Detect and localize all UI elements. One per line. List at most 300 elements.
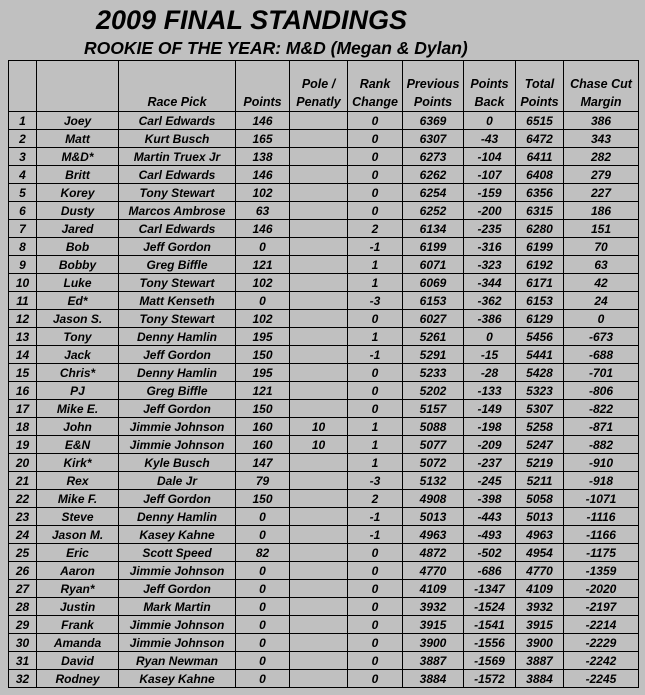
cell-points: 0 bbox=[236, 562, 290, 580]
table-row bbox=[9, 148, 639, 166]
cell-previous-points: 6071 bbox=[403, 256, 464, 274]
cell-rank-change: 1 bbox=[348, 328, 403, 346]
cell-points-back: -493 bbox=[464, 526, 516, 544]
cell-player-name: Rex bbox=[37, 472, 119, 490]
cell-previous-points: 3887 bbox=[403, 652, 464, 670]
cell-previous-points: 6273 bbox=[403, 148, 464, 166]
cell-points: 150 bbox=[236, 490, 290, 508]
cell-race-pick: Tony Stewart bbox=[119, 184, 236, 202]
table-row bbox=[9, 436, 639, 454]
cell-rank-change: 0 bbox=[348, 130, 403, 148]
cell-chase-cut-margin: 151 bbox=[564, 220, 639, 238]
cell-rank-change: 0 bbox=[348, 616, 403, 634]
cell-points: 160 bbox=[236, 436, 290, 454]
cell-chase-cut-margin: -688 bbox=[564, 346, 639, 364]
cell-chase-cut-margin: -871 bbox=[564, 418, 639, 436]
cell-rank-change: 0 bbox=[348, 148, 403, 166]
cell-points-back: -149 bbox=[464, 400, 516, 418]
cell-total-points: 3887 bbox=[516, 652, 564, 670]
cell-race-pick: Marcos Ambrose bbox=[119, 202, 236, 220]
cell-pole-penalty bbox=[290, 508, 348, 526]
cell-points: 0 bbox=[236, 238, 290, 256]
cell-race-pick: Kyle Busch bbox=[119, 454, 236, 472]
cell-points: 0 bbox=[236, 616, 290, 634]
cell-points-back: -386 bbox=[464, 310, 516, 328]
cell-total-points: 6171 bbox=[516, 274, 564, 292]
cell-race-pick: Denny Hamlin bbox=[119, 328, 236, 346]
cell-points: 0 bbox=[236, 292, 290, 310]
cell-pole-penalty bbox=[290, 616, 348, 634]
cell-race-pick: Jimmie Johnson bbox=[119, 634, 236, 652]
cell-previous-points: 5077 bbox=[403, 436, 464, 454]
cell-points-back: -344 bbox=[464, 274, 516, 292]
table-row bbox=[9, 616, 639, 634]
table-row bbox=[9, 562, 639, 580]
cell-rank-change: 0 bbox=[348, 112, 403, 130]
cell-pole-penalty bbox=[290, 472, 348, 490]
cell-total-points: 6192 bbox=[516, 256, 564, 274]
cell-total-points: 4109 bbox=[516, 580, 564, 598]
cell-race-pick: Kurt Busch bbox=[119, 130, 236, 148]
cell-points-back: -1541 bbox=[464, 616, 516, 634]
cell-chase-cut-margin: -2242 bbox=[564, 652, 639, 670]
cell-rank-change: 1 bbox=[348, 454, 403, 472]
cell-chase-cut-margin: 282 bbox=[564, 148, 639, 166]
cell-player-name: John bbox=[37, 418, 119, 436]
table-body bbox=[9, 112, 639, 688]
cell-race-pick: Jeff Gordon bbox=[119, 346, 236, 364]
cell-chase-cut-margin: 186 bbox=[564, 202, 639, 220]
cell-points-back: -200 bbox=[464, 202, 516, 220]
cell-player-name: Mike E. bbox=[37, 400, 119, 418]
cell-previous-points: 5202 bbox=[403, 382, 464, 400]
cell-total-points: 3900 bbox=[516, 634, 564, 652]
header-points-back-line2: Back bbox=[474, 95, 505, 109]
cell-position: 16 bbox=[9, 382, 37, 400]
cell-rank-change: 0 bbox=[348, 184, 403, 202]
cell-total-points: 6153 bbox=[516, 292, 564, 310]
cell-rank-change: 0 bbox=[348, 634, 403, 652]
cell-previous-points: 4770 bbox=[403, 562, 464, 580]
cell-points-back: -198 bbox=[464, 418, 516, 436]
cell-position: 23 bbox=[9, 508, 37, 526]
page-title: 2009 FINAL STANDINGS bbox=[96, 5, 408, 35]
cell-pole-penalty bbox=[290, 598, 348, 616]
cell-pole-penalty bbox=[290, 184, 348, 202]
cell-chase-cut-margin: 42 bbox=[564, 274, 639, 292]
cell-player-name: Eric bbox=[37, 544, 119, 562]
cell-total-points: 6129 bbox=[516, 310, 564, 328]
header-points-back bbox=[464, 61, 516, 112]
cell-rank-change: 1 bbox=[348, 436, 403, 454]
cell-points: 150 bbox=[236, 346, 290, 364]
cell-pole-penalty bbox=[290, 670, 348, 688]
table-row bbox=[9, 454, 639, 472]
cell-player-name: David bbox=[37, 652, 119, 670]
cell-pole-penalty bbox=[290, 166, 348, 184]
cell-previous-points: 6262 bbox=[403, 166, 464, 184]
cell-race-pick: Tony Stewart bbox=[119, 310, 236, 328]
cell-race-pick: Jeff Gordon bbox=[119, 490, 236, 508]
cell-pole-penalty bbox=[290, 130, 348, 148]
table-row bbox=[9, 598, 639, 616]
header-points-back-line1: Points bbox=[470, 77, 509, 91]
cell-chase-cut-margin: -2229 bbox=[564, 634, 639, 652]
cell-chase-cut-margin: -806 bbox=[564, 382, 639, 400]
header-name bbox=[37, 61, 119, 112]
table-row bbox=[9, 256, 639, 274]
header-points: Points bbox=[236, 61, 290, 112]
cell-position: 4 bbox=[9, 166, 37, 184]
cell-points-back: -1569 bbox=[464, 652, 516, 670]
cell-points-back: 0 bbox=[464, 328, 516, 346]
cell-rank-change: 1 bbox=[348, 418, 403, 436]
cell-chase-cut-margin: -2020 bbox=[564, 580, 639, 598]
cell-points: 146 bbox=[236, 166, 290, 184]
table-row bbox=[9, 166, 639, 184]
cell-points-back: -443 bbox=[464, 508, 516, 526]
cell-previous-points: 4963 bbox=[403, 526, 464, 544]
cell-race-pick: Ryan Newman bbox=[119, 652, 236, 670]
cell-total-points: 3915 bbox=[516, 616, 564, 634]
cell-race-pick: Jimmie Johnson bbox=[119, 418, 236, 436]
cell-chase-cut-margin: -1166 bbox=[564, 526, 639, 544]
cell-points: 150 bbox=[236, 400, 290, 418]
cell-chase-cut-margin: -1175 bbox=[564, 544, 639, 562]
cell-total-points: 5058 bbox=[516, 490, 564, 508]
cell-position: 25 bbox=[9, 544, 37, 562]
cell-points-back: -323 bbox=[464, 256, 516, 274]
cell-chase-cut-margin: -701 bbox=[564, 364, 639, 382]
cell-previous-points: 6307 bbox=[403, 130, 464, 148]
cell-chase-cut-margin: -918 bbox=[564, 472, 639, 490]
cell-position: 5 bbox=[9, 184, 37, 202]
cell-player-name: Jason M. bbox=[37, 526, 119, 544]
header-pole-penalty-line1: Pole / bbox=[301, 77, 336, 91]
table-row bbox=[9, 346, 639, 364]
cell-race-pick: Jimmie Johnson bbox=[119, 616, 236, 634]
table-row bbox=[9, 544, 639, 562]
cell-chase-cut-margin: -910 bbox=[564, 454, 639, 472]
cell-previous-points: 6252 bbox=[403, 202, 464, 220]
cell-rank-change: 0 bbox=[348, 544, 403, 562]
cell-pole-penalty bbox=[290, 364, 348, 382]
table-row bbox=[9, 526, 639, 544]
cell-race-pick: Carl Edwards bbox=[119, 166, 236, 184]
cell-player-name: Aaron bbox=[37, 562, 119, 580]
cell-total-points: 5428 bbox=[516, 364, 564, 382]
table-row bbox=[9, 652, 639, 670]
cell-pole-penalty: 10 bbox=[290, 436, 348, 454]
cell-position: 20 bbox=[9, 454, 37, 472]
cell-total-points: 6472 bbox=[516, 130, 564, 148]
cell-total-points: 6315 bbox=[516, 202, 564, 220]
cell-position: 28 bbox=[9, 598, 37, 616]
cell-previous-points: 5157 bbox=[403, 400, 464, 418]
header-chase-cut-margin bbox=[564, 61, 639, 112]
table-row bbox=[9, 400, 639, 418]
cell-previous-points: 5072 bbox=[403, 454, 464, 472]
header-previous-points-line1: Previous bbox=[406, 77, 460, 91]
cell-race-pick: Jeff Gordon bbox=[119, 238, 236, 256]
table-header bbox=[9, 61, 639, 112]
cell-position: 30 bbox=[9, 634, 37, 652]
cell-player-name: Steve bbox=[37, 508, 119, 526]
cell-chase-cut-margin: -2245 bbox=[564, 670, 639, 688]
cell-rank-change: -3 bbox=[348, 292, 403, 310]
cell-previous-points: 6134 bbox=[403, 220, 464, 238]
cell-position: 15 bbox=[9, 364, 37, 382]
cell-previous-points: 6199 bbox=[403, 238, 464, 256]
cell-position: 32 bbox=[9, 670, 37, 688]
cell-player-name: Jack bbox=[37, 346, 119, 364]
cell-points-back: -398 bbox=[464, 490, 516, 508]
cell-player-name: Frank bbox=[37, 616, 119, 634]
cell-points: 0 bbox=[236, 526, 290, 544]
cell-rank-change: 2 bbox=[348, 490, 403, 508]
cell-position: 21 bbox=[9, 472, 37, 490]
cell-pole-penalty bbox=[290, 382, 348, 400]
cell-race-pick: Kasey Kahne bbox=[119, 526, 236, 544]
cell-points-back: -686 bbox=[464, 562, 516, 580]
cell-points-back: -107 bbox=[464, 166, 516, 184]
cell-position: 24 bbox=[9, 526, 37, 544]
cell-player-name: E&N bbox=[37, 436, 119, 454]
cell-rank-change: 0 bbox=[348, 166, 403, 184]
cell-rank-change: -1 bbox=[348, 526, 403, 544]
cell-player-name: Mike F. bbox=[37, 490, 119, 508]
cell-total-points: 4954 bbox=[516, 544, 564, 562]
cell-race-pick: Dale Jr bbox=[119, 472, 236, 490]
cell-player-name: Luke bbox=[37, 274, 119, 292]
cell-previous-points: 5088 bbox=[403, 418, 464, 436]
table-row bbox=[9, 184, 639, 202]
table-row bbox=[9, 220, 639, 238]
cell-total-points: 5219 bbox=[516, 454, 564, 472]
cell-previous-points: 5013 bbox=[403, 508, 464, 526]
cell-total-points: 6408 bbox=[516, 166, 564, 184]
cell-total-points: 5013 bbox=[516, 508, 564, 526]
cell-race-pick: Jeff Gordon bbox=[119, 400, 236, 418]
header-pole-penalty bbox=[290, 61, 348, 112]
cell-points: 146 bbox=[236, 220, 290, 238]
cell-previous-points: 5261 bbox=[403, 328, 464, 346]
cell-chase-cut-margin: -822 bbox=[564, 400, 639, 418]
cell-previous-points: 3915 bbox=[403, 616, 464, 634]
cell-pole-penalty bbox=[290, 454, 348, 472]
cell-pole-penalty bbox=[290, 490, 348, 508]
cell-total-points: 6199 bbox=[516, 238, 564, 256]
cell-chase-cut-margin: -2214 bbox=[564, 616, 639, 634]
cell-points-back: -209 bbox=[464, 436, 516, 454]
cell-race-pick: Matt Kenseth bbox=[119, 292, 236, 310]
header-rank-change bbox=[348, 61, 403, 112]
cell-total-points: 4963 bbox=[516, 526, 564, 544]
cell-race-pick: Jimmie Johnson bbox=[119, 562, 236, 580]
cell-player-name: Ed* bbox=[37, 292, 119, 310]
cell-points-back: -502 bbox=[464, 544, 516, 562]
cell-player-name: Dusty bbox=[37, 202, 119, 220]
cell-points-back: -133 bbox=[464, 382, 516, 400]
cell-previous-points: 5233 bbox=[403, 364, 464, 382]
cell-position: 9 bbox=[9, 256, 37, 274]
header-pos bbox=[9, 61, 37, 112]
cell-race-pick: Scott Speed bbox=[119, 544, 236, 562]
cell-player-name: Chris* bbox=[37, 364, 119, 382]
header-total-points-line2: Points bbox=[520, 95, 559, 109]
cell-previous-points: 3932 bbox=[403, 598, 464, 616]
cell-pole-penalty bbox=[290, 400, 348, 418]
cell-total-points: 3932 bbox=[516, 598, 564, 616]
cell-pole-penalty bbox=[290, 148, 348, 166]
table-row bbox=[9, 310, 639, 328]
cell-pole-penalty bbox=[290, 634, 348, 652]
cell-player-name: Jason S. bbox=[37, 310, 119, 328]
cell-pole-penalty bbox=[290, 346, 348, 364]
cell-position: 26 bbox=[9, 562, 37, 580]
cell-points-back: -316 bbox=[464, 238, 516, 256]
cell-chase-cut-margin: -1116 bbox=[564, 508, 639, 526]
cell-rank-change: 0 bbox=[348, 652, 403, 670]
cell-player-name: Kirk* bbox=[37, 454, 119, 472]
cell-total-points: 4770 bbox=[516, 562, 564, 580]
cell-race-pick: Mark Martin bbox=[119, 598, 236, 616]
cell-position: 3 bbox=[9, 148, 37, 166]
cell-rank-change: -1 bbox=[348, 508, 403, 526]
cell-previous-points: 6254 bbox=[403, 184, 464, 202]
cell-points: 79 bbox=[236, 472, 290, 490]
cell-pole-penalty bbox=[290, 328, 348, 346]
cell-rank-change: 1 bbox=[348, 274, 403, 292]
cell-points: 102 bbox=[236, 184, 290, 202]
cell-points-back: -1347 bbox=[464, 580, 516, 598]
cell-pole-penalty bbox=[290, 544, 348, 562]
cell-position: 2 bbox=[9, 130, 37, 148]
cell-rank-change: 0 bbox=[348, 670, 403, 688]
cell-total-points: 5247 bbox=[516, 436, 564, 454]
cell-rank-change: 0 bbox=[348, 562, 403, 580]
header-chase-cut-line2: Margin bbox=[580, 95, 622, 109]
cell-player-name: Joey bbox=[37, 112, 119, 130]
cell-previous-points: 4109 bbox=[403, 580, 464, 598]
cell-position: 11 bbox=[9, 292, 37, 310]
table-row bbox=[9, 418, 639, 436]
cell-pole-penalty bbox=[290, 238, 348, 256]
cell-rank-change: 1 bbox=[348, 256, 403, 274]
cell-points: 0 bbox=[236, 670, 290, 688]
cell-position: 18 bbox=[9, 418, 37, 436]
table-row bbox=[9, 634, 639, 652]
cell-position: 17 bbox=[9, 400, 37, 418]
table-row bbox=[9, 364, 639, 382]
cell-chase-cut-margin: -2197 bbox=[564, 598, 639, 616]
cell-points-back: -245 bbox=[464, 472, 516, 490]
cell-chase-cut-margin: -1071 bbox=[564, 490, 639, 508]
cell-pole-penalty bbox=[290, 202, 348, 220]
cell-rank-change: 0 bbox=[348, 400, 403, 418]
cell-chase-cut-margin: 24 bbox=[564, 292, 639, 310]
cell-pole-penalty bbox=[290, 526, 348, 544]
table-row bbox=[9, 292, 639, 310]
cell-points: 0 bbox=[236, 580, 290, 598]
cell-race-pick: Greg Biffle bbox=[119, 256, 236, 274]
cell-points-back: -1556 bbox=[464, 634, 516, 652]
cell-total-points: 5211 bbox=[516, 472, 564, 490]
cell-position: 13 bbox=[9, 328, 37, 346]
table-row bbox=[9, 508, 639, 526]
header-rank-change-line1: Rank bbox=[359, 77, 391, 91]
cell-points-back: -235 bbox=[464, 220, 516, 238]
cell-player-name: Matt bbox=[37, 130, 119, 148]
cell-player-name: Britt bbox=[37, 166, 119, 184]
cell-points: 165 bbox=[236, 130, 290, 148]
cell-points: 121 bbox=[236, 382, 290, 400]
header-chase-cut-line1: Chase Cut bbox=[570, 77, 632, 91]
table-row bbox=[9, 490, 639, 508]
table-row bbox=[9, 670, 639, 688]
cell-player-name: Justin bbox=[37, 598, 119, 616]
cell-points-back: -104 bbox=[464, 148, 516, 166]
cell-rank-change: -1 bbox=[348, 238, 403, 256]
cell-position: 10 bbox=[9, 274, 37, 292]
cell-pole-penalty bbox=[290, 292, 348, 310]
cell-total-points: 5258 bbox=[516, 418, 564, 436]
cell-total-points: 6280 bbox=[516, 220, 564, 238]
cell-rank-change: -3 bbox=[348, 472, 403, 490]
cell-position: 31 bbox=[9, 652, 37, 670]
cell-player-name: Bob bbox=[37, 238, 119, 256]
cell-pole-penalty bbox=[290, 652, 348, 670]
cell-previous-points: 4908 bbox=[403, 490, 464, 508]
cell-chase-cut-margin: 343 bbox=[564, 130, 639, 148]
cell-position: 7 bbox=[9, 220, 37, 238]
table-row bbox=[9, 382, 639, 400]
cell-total-points: 3884 bbox=[516, 670, 564, 688]
cell-race-pick: Denny Hamlin bbox=[119, 364, 236, 382]
cell-total-points: 6515 bbox=[516, 112, 564, 130]
cell-points: 102 bbox=[236, 274, 290, 292]
cell-race-pick: Jimmie Johnson bbox=[119, 436, 236, 454]
cell-race-pick: Tony Stewart bbox=[119, 274, 236, 292]
cell-previous-points: 4872 bbox=[403, 544, 464, 562]
cell-pole-penalty bbox=[290, 112, 348, 130]
cell-total-points: 5456 bbox=[516, 328, 564, 346]
cell-total-points: 5441 bbox=[516, 346, 564, 364]
table-row bbox=[9, 202, 639, 220]
cell-player-name: Rodney bbox=[37, 670, 119, 688]
cell-rank-change: 0 bbox=[348, 202, 403, 220]
cell-previous-points: 3900 bbox=[403, 634, 464, 652]
header-pole-penalty-line2: Penatly bbox=[296, 95, 341, 109]
cell-rank-change: 0 bbox=[348, 598, 403, 616]
cell-pole-penalty bbox=[290, 562, 348, 580]
cell-rank-change: 0 bbox=[348, 382, 403, 400]
cell-position: 1 bbox=[9, 112, 37, 130]
page-subtitle: ROOKIE OF THE YEAR: M&D (Megan & Dylan) bbox=[84, 38, 468, 58]
cell-position: 27 bbox=[9, 580, 37, 598]
cell-position: 12 bbox=[9, 310, 37, 328]
cell-player-name: Jared bbox=[37, 220, 119, 238]
header-previous-points bbox=[403, 61, 464, 112]
table-row bbox=[9, 112, 639, 130]
cell-points: 102 bbox=[236, 310, 290, 328]
cell-position: 22 bbox=[9, 490, 37, 508]
cell-points-back: -237 bbox=[464, 454, 516, 472]
cell-points: 195 bbox=[236, 328, 290, 346]
cell-points: 0 bbox=[236, 508, 290, 526]
cell-points: 195 bbox=[236, 364, 290, 382]
cell-chase-cut-margin: 63 bbox=[564, 256, 639, 274]
